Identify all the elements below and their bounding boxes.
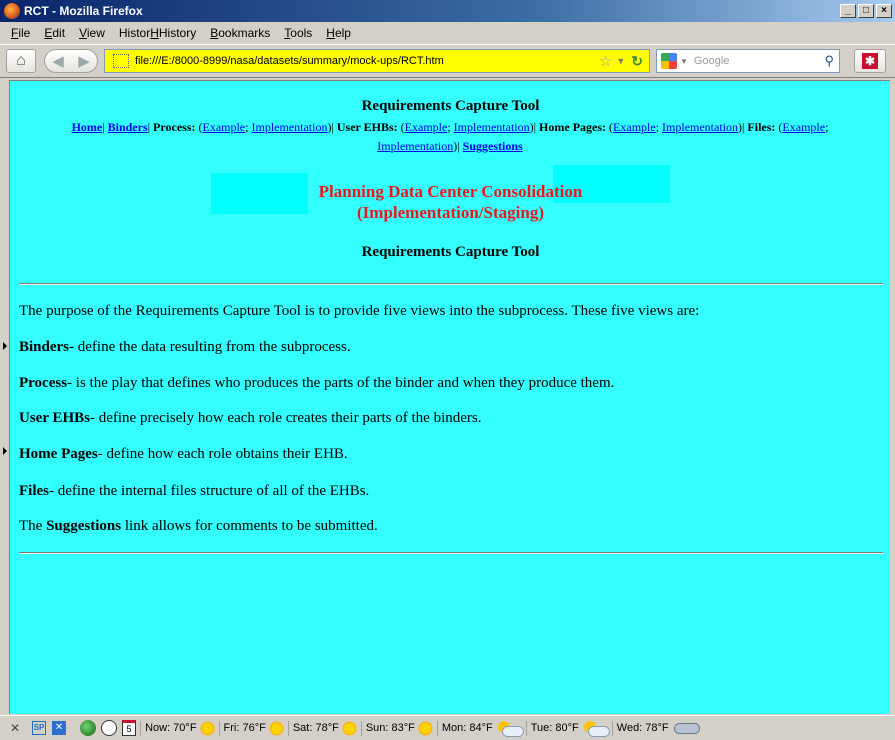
- divider: [19, 283, 883, 285]
- firefox-icon: [4, 3, 20, 19]
- view-process: Process- is the play that defines who produces the parts of the binder and when they produce them.: [19, 375, 615, 391]
- sp-addon-icon[interactable]: SP: [32, 721, 46, 735]
- user-ehbs-label: User EHBs:: [336, 120, 398, 134]
- grip-arrow-icon: [3, 447, 7, 455]
- close-icon[interactable]: ✕: [10, 721, 21, 735]
- page-title: Requirements Capture Tool: [361, 98, 540, 114]
- addon-icon: ✱: [862, 53, 878, 69]
- page-navigation: Home| Binders| Process: (Example; Implementation)| User EHBs: (Example; Implementation)| Home Pages: (Example; Implementation)| Files: (Example; Implementation)| Suggestions: [71, 120, 829, 153]
- menu-tools[interactable]: Tools: [284, 25, 313, 40]
- link-home[interactable]: Home: [71, 120, 103, 134]
- view-binders: Binders- define the data resulting from the subprocess.: [19, 339, 351, 355]
- reload-icon[interactable]: ↻: [631, 52, 643, 69]
- sun-icon: [269, 721, 284, 736]
- page-favicon-icon: [113, 54, 129, 68]
- view-files: Files- define the internal files structure of all of the EHBs.: [19, 483, 370, 499]
- suggestions-paragraph: The Suggestions link allows for comments to be submitted.: [19, 518, 378, 534]
- weather-sat[interactable]: Sat: 78°F: [288, 721, 357, 736]
- link-user-ehbs-implementation[interactable]: Implementation: [453, 120, 530, 134]
- search-engine-dropdown-icon[interactable]: ▼: [680, 56, 688, 66]
- intro-paragraph: The purpose of the Requirements Capture Tool is to provide five views into the subprocess. These five views are:: [19, 303, 700, 319]
- link-home-pages-example[interactable]: Example: [613, 120, 656, 134]
- partly-cloudy-icon: [496, 721, 522, 736]
- maximize-button[interactable]: □: [858, 4, 874, 18]
- cloudy-icon: [672, 721, 700, 736]
- bookmark-star-icon[interactable]: ☆: [598, 53, 613, 70]
- heading-line-2: (Implementation/Staging): [357, 203, 544, 222]
- menu-file[interactable]: File: [11, 25, 31, 40]
- url-bar[interactable]: [104, 49, 650, 73]
- files-label: Files:: [747, 120, 776, 134]
- page-heading: [10, 181, 891, 223]
- weather-mon[interactable]: Mon: 84°F: [437, 721, 522, 736]
- link-suggestions[interactable]: Suggestions: [462, 139, 523, 153]
- link-process-implementation[interactable]: Implementation: [251, 120, 328, 134]
- window-titlebar[interactable]: [0, 0, 895, 22]
- link-user-ehbs-example[interactable]: Example: [404, 120, 448, 134]
- navigation-toolbar: [0, 44, 895, 78]
- clock-icon[interactable]: [101, 720, 117, 736]
- partly-cloudy-icon: [582, 721, 608, 736]
- calendar-icon[interactable]: 5: [122, 720, 136, 736]
- menu-bar: [0, 22, 895, 43]
- minimize-button[interactable]: _: [840, 4, 856, 18]
- google-engine-icon[interactable]: [661, 53, 677, 69]
- grip-arrow-icon: [3, 342, 7, 350]
- link-process-example[interactable]: Example: [202, 120, 246, 134]
- back-arrow-icon[interactable]: ◀: [52, 53, 64, 70]
- window-title: RCT - Mozilla Firefox: [24, 4, 143, 18]
- back-forward-buttons: [44, 49, 98, 73]
- x-addon-icon[interactable]: ✕: [52, 721, 66, 735]
- sidebar-grip[interactable]: [2, 80, 8, 714]
- addon-button[interactable]: [854, 49, 886, 73]
- home-icon: ⌂: [16, 52, 26, 69]
- sun-icon: [200, 721, 215, 736]
- page-subtitle: Requirements Capture Tool: [361, 244, 540, 260]
- globe-icon[interactable]: [80, 720, 96, 736]
- sun-icon: [418, 721, 433, 736]
- search-magnifier-icon[interactable]: ⚲: [824, 53, 834, 68]
- menu-view[interactable]: View: [79, 25, 105, 40]
- close-button[interactable]: ×: [876, 4, 892, 18]
- link-files-example[interactable]: Example: [782, 120, 826, 134]
- page-content: [9, 80, 890, 714]
- home-button[interactable]: [6, 49, 36, 73]
- search-input[interactable]: Google: [693, 55, 730, 67]
- weather-tue[interactable]: Tue: 80°F: [526, 721, 608, 736]
- link-home-pages-implementation[interactable]: Implementation: [662, 120, 739, 134]
- window-controls: [840, 4, 892, 18]
- weather-now[interactable]: Now: 70°F: [140, 721, 214, 736]
- home-pages-label: Home Pages:: [539, 120, 607, 134]
- search-bar[interactable]: [656, 49, 840, 73]
- url-input[interactable]: file:///E:/8000-8999/nasa/datasets/summary/mock-ups/RCT.htm: [135, 55, 444, 67]
- divider: [19, 552, 883, 554]
- view-home-pages: Home Pages- define how each role obtains their EHB.: [19, 446, 348, 462]
- link-binders[interactable]: Binders: [107, 120, 148, 134]
- forward-arrow-icon[interactable]: ▶: [78, 53, 90, 70]
- weather-fri[interactable]: Fri: 76°F: [219, 721, 284, 736]
- process-label: Process:: [153, 120, 196, 134]
- menu-bookmarks[interactable]: Bookmarks: [210, 25, 271, 40]
- menu-help[interactable]: Help: [326, 25, 351, 40]
- view-user-ehbs: User EHBs- define precisely how each role creates their parts of the binders.: [19, 410, 482, 426]
- menu-edit[interactable]: Edit: [44, 25, 66, 40]
- menu-history[interactable]: HistorHHistory: [118, 25, 197, 40]
- url-dropdown-icon[interactable]: ▼: [616, 56, 626, 66]
- status-bar: [0, 715, 895, 740]
- weather-wed[interactable]: Wed: 78°F: [612, 721, 700, 736]
- heading-line-1: Planning Data Center Consolidation: [318, 182, 583, 201]
- link-files-implementation[interactable]: Implementation: [377, 139, 454, 153]
- weather-sun[interactable]: Sun: 83°F: [361, 721, 433, 736]
- sun-icon: [342, 721, 357, 736]
